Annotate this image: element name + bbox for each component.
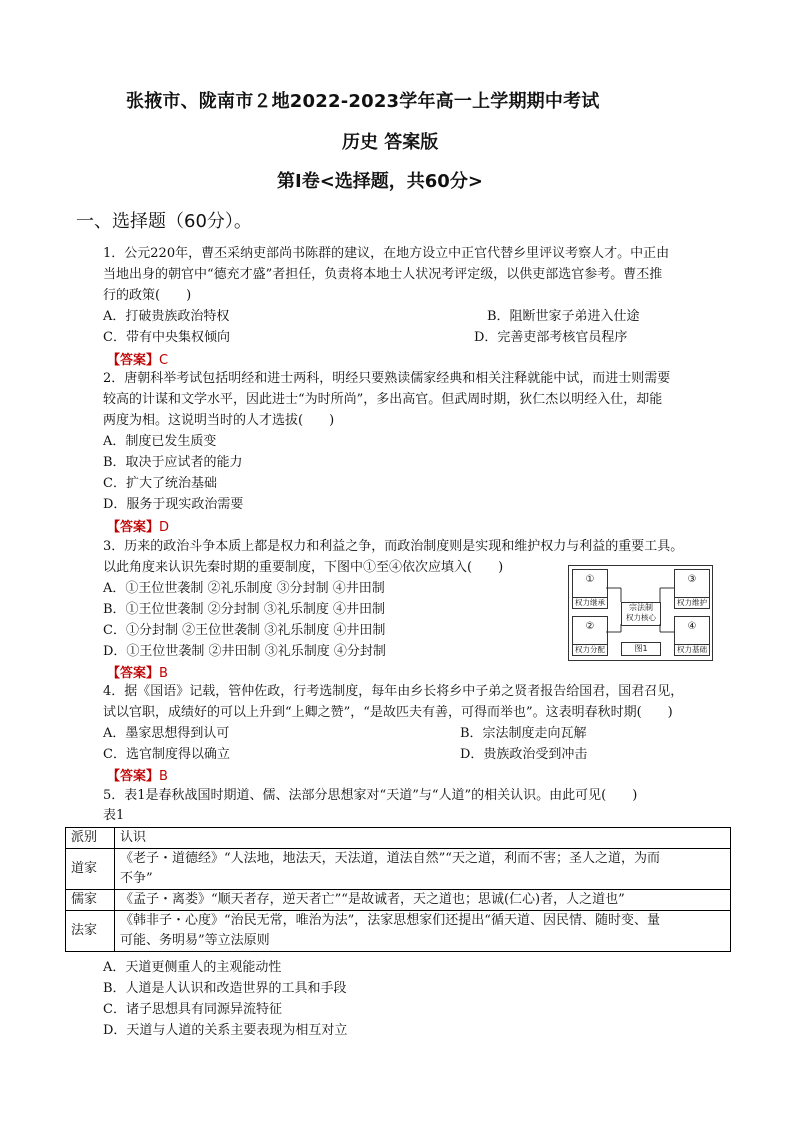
option-d: D．①王位世袭制 ②井田制 ③礼乐制度 ④分封制: [103, 644, 386, 659]
option-b: B．①王位世袭制 ②分封制 ③礼乐制度 ④井田制: [103, 602, 385, 617]
option-a: A．天道更侧重人的主观能动性: [103, 960, 282, 975]
table-cell-view: 《老子・道德经》“人法地，地法天，天法道，道法自然”“天之道，利而不害；圣人之道，为而 不争”: [115, 849, 731, 890]
part-title: 第Ⅰ卷<选择题，共60分>: [277, 171, 483, 192]
section-title: 一、选择题（60分）。: [76, 211, 252, 232]
option-c: C．带有中央集权倾向: [103, 330, 230, 345]
question-text-line: 1．公元220年，曹丕采纳吏部尚书陈群的建议，在地方设立中正官代替乡里评议考察人才。中正由: [103, 246, 670, 261]
option-b: B．取决于应试者的能力: [103, 455, 243, 470]
option-b: B．宗法制度走向瓦解: [460, 726, 587, 741]
option-b: B．人道是人认识和改造世界的工具和手段: [103, 981, 347, 996]
table-cell-view: 《孟子・离娄》“顺天者存，逆天者亡”“是故诚者，天之道也；思诚(仁心)者，人之道也”: [115, 890, 731, 911]
option-a: A．墨家思想得到认可: [103, 726, 230, 741]
figure-caption: 图1: [621, 642, 661, 656]
option-d: D．完善吏部考核官员程序: [474, 330, 628, 345]
figure-box-1: ① 权力继承: [572, 569, 608, 609]
question-text-line: 两度为相。这说明当时的人才选拔( ): [103, 413, 335, 428]
table-cell-school: 儒家: [66, 890, 115, 911]
table-header: 认识: [115, 828, 731, 849]
question-text-line: 较高的计谋和文学水平，因此进士“为时所尚”，多出高官。但武周时期，狄仁杰以明经入仕，却能: [103, 392, 663, 407]
figure-box-2: ② 权力分配: [572, 616, 608, 656]
table-1: [65, 827, 731, 952]
table-cell-school: 道家: [66, 849, 115, 890]
option-c: C．①分封制 ②王位世袭制 ③礼乐制度 ④井田制: [103, 623, 386, 638]
table-row: [66, 849, 731, 890]
option-d: D．服务于现实政治需要: [103, 497, 244, 512]
exam-title: 张掖市、陇南市２地2022-2023学年高一上学期期中考试: [126, 91, 600, 112]
question-text-line: 行的政策( ): [103, 288, 192, 303]
option-a: A．①王位世袭制 ②礼乐制度 ③分封制 ④井田制: [103, 581, 385, 596]
question-text-line: 以此角度来认识先秦时期的重要制度，下图中①至④依次应填入( ): [103, 560, 504, 575]
figure-center-box: 宗法制 权力核心: [621, 602, 661, 626]
option-c: C．选官制度得以确立: [103, 747, 230, 762]
option-c: C．扩大了统治基础: [103, 476, 217, 491]
table-cell-school: 法家: [66, 911, 115, 952]
option-a: A．打破贵族政治特权: [103, 309, 230, 324]
answer: 【答案】B: [107, 769, 168, 784]
table-caption: 表1: [103, 808, 125, 823]
answer: 【答案】B: [107, 666, 168, 681]
table-header-row: [66, 828, 731, 849]
option-c: C．诸子思想具有同源异流特征: [103, 1002, 282, 1017]
question-text-line: 试以官职，成绩好的可以上升到“上卿之赞”，“是故匹夫有善，可得而举也”。这表明春秋时期( ): [103, 705, 673, 720]
question-text-line: 2．唐朝科举考试包括明经和进士两科，明经只要熟读儒家经典和相关注释就能中试，而进士则需要: [103, 371, 671, 386]
question-text-line: 4．据《国语》记载，管仲佐政，行考选制度，每年由乡长将乡中子弟之贤者报告给国君，国君召见，: [103, 684, 684, 699]
figure-1-diagram: [568, 565, 713, 661]
question-text-line: 5．表1是春秋战国时期道、儒、法部分思想家对“天道”与“人道”的相关认识。由此可见( ): [103, 788, 638, 803]
option-d: D．贵族政治受到冲击: [460, 747, 588, 762]
table-header: 派别: [66, 828, 115, 849]
answer: 【答案】D: [107, 520, 170, 535]
answer: 【答案】C: [107, 353, 169, 368]
option-b: B．阻断世家子弟进入仕途: [487, 309, 640, 324]
question-text-line: 3．历来的政治斗争本质上都是权力和利益之争，而政治制度则是实现和维护权力与利益的重要工具。: [103, 539, 684, 554]
question-text-line: 当地出身的朝官中“德充才盛”者担任，负责将本地士人状况考评定级，以供吏部选官参考。曹丕推: [103, 267, 663, 282]
exam-subtitle: 历史 答案版: [342, 132, 439, 153]
table-cell-view: 《韩非子・心度》“治民无常，唯治为法”，法家思想家们还提出“循天道、因民情、随时变、量 可能、务明易”等立法原则: [115, 911, 731, 952]
table-row: [66, 911, 731, 952]
table-row: [66, 890, 731, 911]
figure-box-3: ③ 权力维护: [674, 569, 710, 609]
option-a: A．制度已发生质变: [103, 434, 217, 449]
option-d: D．天道与人道的关系主要表现为相互对立: [103, 1023, 348, 1038]
figure-box-4: ④ 权力基础: [674, 616, 710, 656]
